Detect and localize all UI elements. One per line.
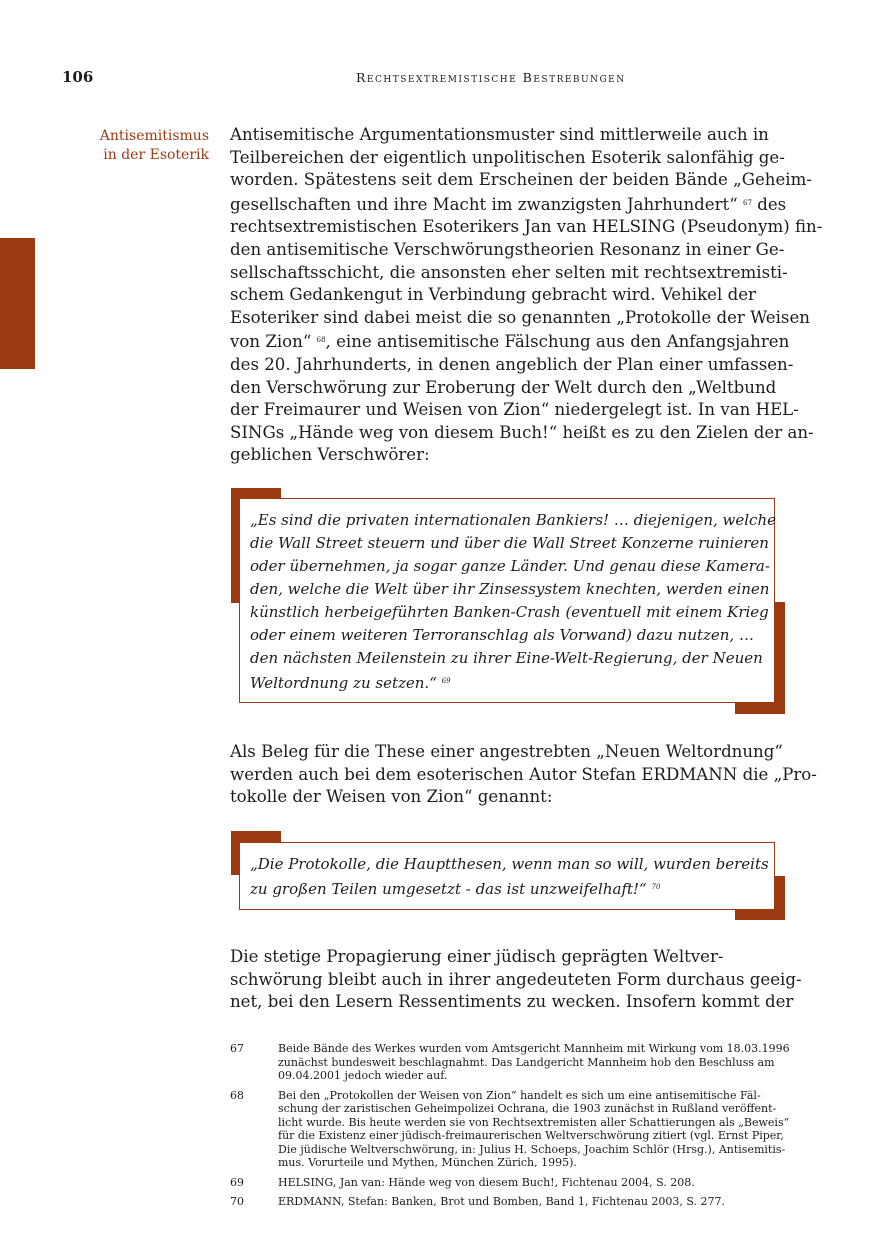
- footnote-number: 68: [230, 1088, 244, 1102]
- footnote-67: [230, 1042, 790, 1083]
- quote-text: [250, 509, 776, 695]
- text-line: worden. Spätestens seit dem Erscheinen der beiden Bände „Geheim-: [230, 170, 812, 190]
- quote-line: zu großen Teilen umgesetzt - das ist unzweifelhaft!“ $^{70}$: [250, 880, 661, 898]
- text-line: den antisemitische Verschwörungstheorien Resonanz in einer Ge-: [230, 239, 785, 259]
- footnote-line: mus. Vorurteile und Mythen, München Zürich, 1995).: [278, 1156, 577, 1169]
- text-line: den Verschwörung zur Eroberung der Welt durch den „Weltbund: [230, 377, 777, 397]
- quote-box: [239, 842, 775, 910]
- footnote-line: ERDMANN, Stefan: Banken, Brot und Bomben, Band 1, Fichtenau 2003, S. 277.: [278, 1195, 726, 1208]
- text-line: gesellschaften und ihre Macht im zwanzigsten Jahrhundert“ $^{67}$ des: [230, 194, 787, 214]
- footnote-number: 67: [230, 1042, 244, 1055]
- page-number: 106: [62, 68, 94, 86]
- footnote-line: Bei den „Protokollen der Weisen von Zion“ handelt es sich um eine antisemitische Fäl-: [278, 1088, 761, 1102]
- quote-line: oder übernehmen, ja sogar ganze Länder. Und genau diese Kamera-: [250, 557, 770, 575]
- text-line: sellschaftsschicht, die ansonsten eher selten mit rechtsextremisti-: [230, 262, 788, 282]
- quote-line: künstlich herbeigeführten Banken-Crash (eventuell mit einem Krieg: [250, 603, 769, 621]
- footnote-70: [230, 1195, 790, 1209]
- footnote-line: 09.04.2001 jedoch wieder auf.: [278, 1069, 448, 1082]
- footnote-text: [278, 1195, 790, 1209]
- text-line: SINGs „Hände weg von diesem Buch!“ heißt es zu den Zielen der an-: [230, 422, 814, 442]
- running-head: Rechtsextremistische Bestrebungen: [356, 70, 626, 85]
- footnote-ref[interactable]: 67: [743, 198, 752, 207]
- text-line: Die stetige Propagierung einer jüdisch geprägten Weltver-: [230, 947, 724, 966]
- quote-line: „Die Protokolle, die Hauptthesen, wenn man so will, wurden bereits: [250, 855, 769, 873]
- footnote-68: [230, 1089, 790, 1170]
- text-line: geblichen Verschwörer:: [230, 445, 430, 465]
- margin-note-line: Antisemitismus: [99, 128, 209, 144]
- body-paragraph-1: [230, 124, 823, 467]
- quote-block-2: [231, 831, 785, 920]
- footnote-line: HELSING, Jan van: Hände weg von diesem Buch!, Fichtenau 2004, S. 208.: [278, 1175, 695, 1189]
- text-line: rechtsextremistischen Esoterikers Jan van HELSING (Pseudonym) fin-: [230, 217, 823, 237]
- footnote-line: für die Existenz einer jüdisch-freimaurerischen Weltverschwörung zitiert (vgl. Ernst Piper,: [278, 1129, 784, 1142]
- text-line: Teilbereichen der eigentlich unpolitischen Esoterik salonfähig ge-: [230, 147, 785, 167]
- footnote-text: [278, 1089, 790, 1170]
- footnote-text: [278, 1042, 790, 1083]
- text-line: Antisemitische Argumentationsmuster sind mittlerweile auch in: [230, 125, 769, 144]
- footnote-line: schung der zaristischen Geheimpolizei Ochrana, die 1903 zunächst in Rußland veröffent-: [278, 1102, 777, 1115]
- footnote-line: zunächst bundesweit beschlagnahmt. Das Landgericht Mannheim hob den Beschluss am: [278, 1055, 775, 1069]
- footnote-number: 69: [230, 1175, 244, 1189]
- text-line: Als Beleg für die These einer angestrebten „Neuen Weltordnung“: [230, 742, 783, 761]
- text-line: der Freimaurer und Weisen von Zion“ niedergelegt ist. In van HEL-: [230, 400, 799, 420]
- quote-line: oder einem weiteren Terroranschlag als Vorwand) dazu nutzen, …: [250, 626, 755, 644]
- footnote-ref[interactable]: 70: [651, 883, 661, 891]
- quote-box: [239, 498, 775, 703]
- quote-text: [250, 853, 769, 901]
- margin-note: [59, 127, 209, 165]
- body-paragraph-2: [230, 741, 817, 809]
- body-paragraph-3: [230, 946, 802, 1014]
- footnote-line: Beide Bände des Werkes wurden vom Amtsgericht Mannheim mit Wirkung vom 18.03.1996: [278, 1042, 790, 1055]
- quote-line: den nächsten Meilenstein zu ihrer Eine-Welt-Regierung, der Neuen: [250, 649, 763, 667]
- text-line: von Zion“ $^{68}$, eine antisemitische Fälschung aus den Anfangsjahren: [230, 332, 790, 352]
- footnote-69: [230, 1176, 790, 1190]
- quote-line: Weltordnung zu setzen.“ $^{69}$: [250, 674, 451, 692]
- text-line: Esoteriker sind dabei meist die so genannten „Protokolle der Weisen: [230, 307, 810, 327]
- quote-block-1: [231, 488, 785, 714]
- footnote-line: licht wurde. Bis heute werden sie von Rechtsextremisten aller Schattierungen als „Beweis“: [278, 1115, 790, 1129]
- footnote-ref[interactable]: 69: [441, 677, 451, 685]
- footnotes: [230, 1042, 790, 1215]
- footnote-text: [278, 1176, 790, 1190]
- quote-line: die Wall Street steuern und über die Wall Street Konzerne ruinieren: [250, 534, 769, 552]
- text-line: tokolle der Weisen von Zion“ genannt:: [230, 787, 553, 807]
- footnote-line: Die jüdische Weltverschwörung, in: Julius H. Schoeps, Joachim Schlör (Hrsg.), Antisemitis-: [278, 1142, 786, 1156]
- footnote-ref[interactable]: 68: [316, 336, 326, 345]
- text-line: des 20. Jahrhunderts, in denen angeblich der Plan einer umfassen-: [230, 354, 794, 374]
- margin-note-line: in der Esoterik: [103, 147, 209, 163]
- text-line: net, bei den Lesern Ressentiments zu wecken. Insofern kommt der: [230, 992, 794, 1012]
- text-line: schwörung bleibt auch in ihrer angedeuteten Form durchaus geeig-: [230, 969, 802, 989]
- footnote-number: 70: [230, 1195, 244, 1208]
- quote-line: „Es sind die privaten internationalen Bankiers! … diejenigen, welche: [250, 511, 776, 529]
- text-line: werden auch bei dem esoterischen Autor Stefan ERDMANN die „Pro-: [230, 764, 817, 784]
- quote-line: den, welche die Welt über ihr Zinsessystem knechten, werden einen: [250, 580, 770, 598]
- chapter-edge-tab: [0, 238, 35, 369]
- text-line: schem Gedankengut in Verbindung gebracht wird. Vehikel der: [230, 285, 756, 305]
